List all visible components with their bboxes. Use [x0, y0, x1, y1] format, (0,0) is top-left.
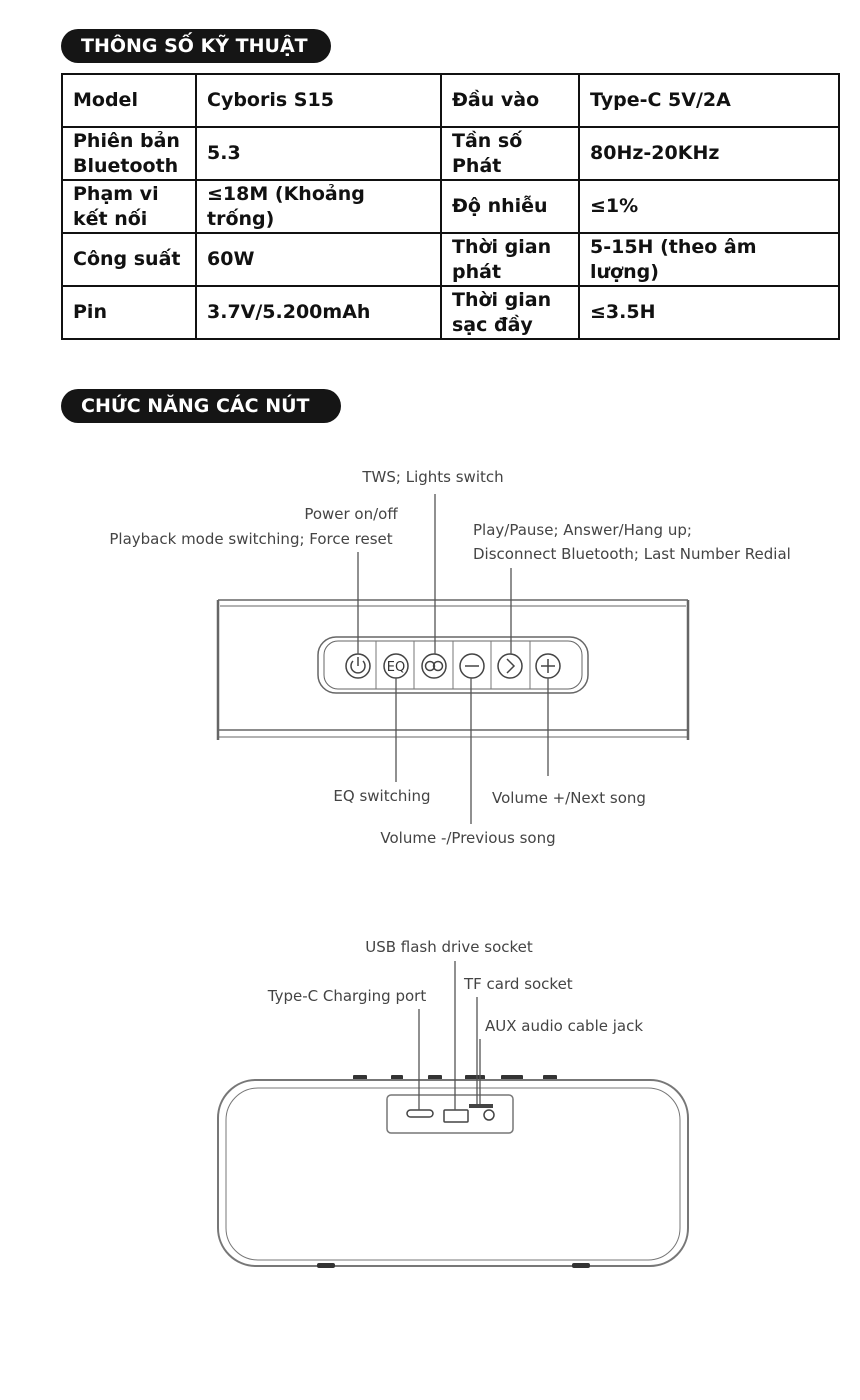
spec-label: Thời gian sạc đầy [441, 286, 579, 339]
label-play-pause-1: Play/Pause; Answer/Hang up; [473, 521, 692, 539]
spec-label: Phạm vi kết nối [62, 180, 196, 233]
table-row [62, 74, 839, 127]
label-tws: TWS; Lights switch [362, 468, 504, 486]
label-eq: EQ switching [333, 787, 431, 805]
label-usb: USB flash drive socket [365, 938, 533, 956]
spec-label: Model [62, 74, 196, 127]
section-title-specs: THÔNG SỐ KỸ THUẬT [61, 29, 331, 63]
label-playback-mode: Playback mode switching; Force reset [109, 530, 393, 548]
spec-label: Đầu vào [441, 74, 579, 127]
play-pause-button [498, 654, 522, 678]
tws-button [422, 654, 446, 678]
spec-value: ≤1% [579, 180, 839, 233]
spec-value: Cyboris S15 [196, 74, 441, 127]
spec-label: Pin [62, 286, 196, 339]
table-row [62, 180, 839, 233]
specs-table [61, 73, 840, 340]
label-power: Power on/off [304, 505, 398, 523]
volume-down-button [460, 654, 484, 678]
spec-value: 60W [196, 233, 441, 286]
spec-label: Công suất [62, 233, 196, 286]
label-tf: TF card socket [464, 975, 573, 993]
table-row [62, 286, 839, 339]
label-typec: Type-C Charging port [267, 987, 427, 1005]
spec-value: ≤18M (Khoảng trống) [196, 180, 441, 233]
spec-value: ≤3.5H [579, 286, 839, 339]
volume-up-button [536, 654, 560, 678]
eq-glyph: EQ [386, 660, 406, 675]
tf-slot-icon [469, 1104, 493, 1108]
table-row [62, 233, 839, 286]
spec-label: Phiên bản Bluetooth [62, 127, 196, 180]
button-diagram [0, 440, 860, 860]
power-button [346, 654, 370, 678]
spec-label: Thời gian phát [441, 233, 579, 286]
spec-value: 5-15H (theo âm lượng) [579, 233, 839, 286]
label-volume-up: Volume +/Next song [492, 789, 646, 807]
label-aux: AUX audio cable jack [485, 1017, 644, 1035]
spec-value: 80Hz-20KHz [579, 127, 839, 180]
section-title-buttons: CHỨC NĂNG CÁC NÚT [61, 389, 341, 423]
label-play-pause-2: Disconnect Bluetooth; Last Number Redial [473, 545, 791, 563]
port-diagram [0, 925, 860, 1285]
spec-value: Type-C 5V/2A [579, 74, 839, 127]
spec-value: 3.7V/5.200mAh [196, 286, 441, 339]
table-row [62, 127, 839, 180]
spec-value: 5.3 [196, 127, 441, 180]
eq-button [384, 654, 408, 678]
spec-label: Độ nhiễu [441, 180, 579, 233]
spec-label: Tần số Phát [441, 127, 579, 180]
label-volume-down: Volume -/Previous song [380, 829, 556, 847]
